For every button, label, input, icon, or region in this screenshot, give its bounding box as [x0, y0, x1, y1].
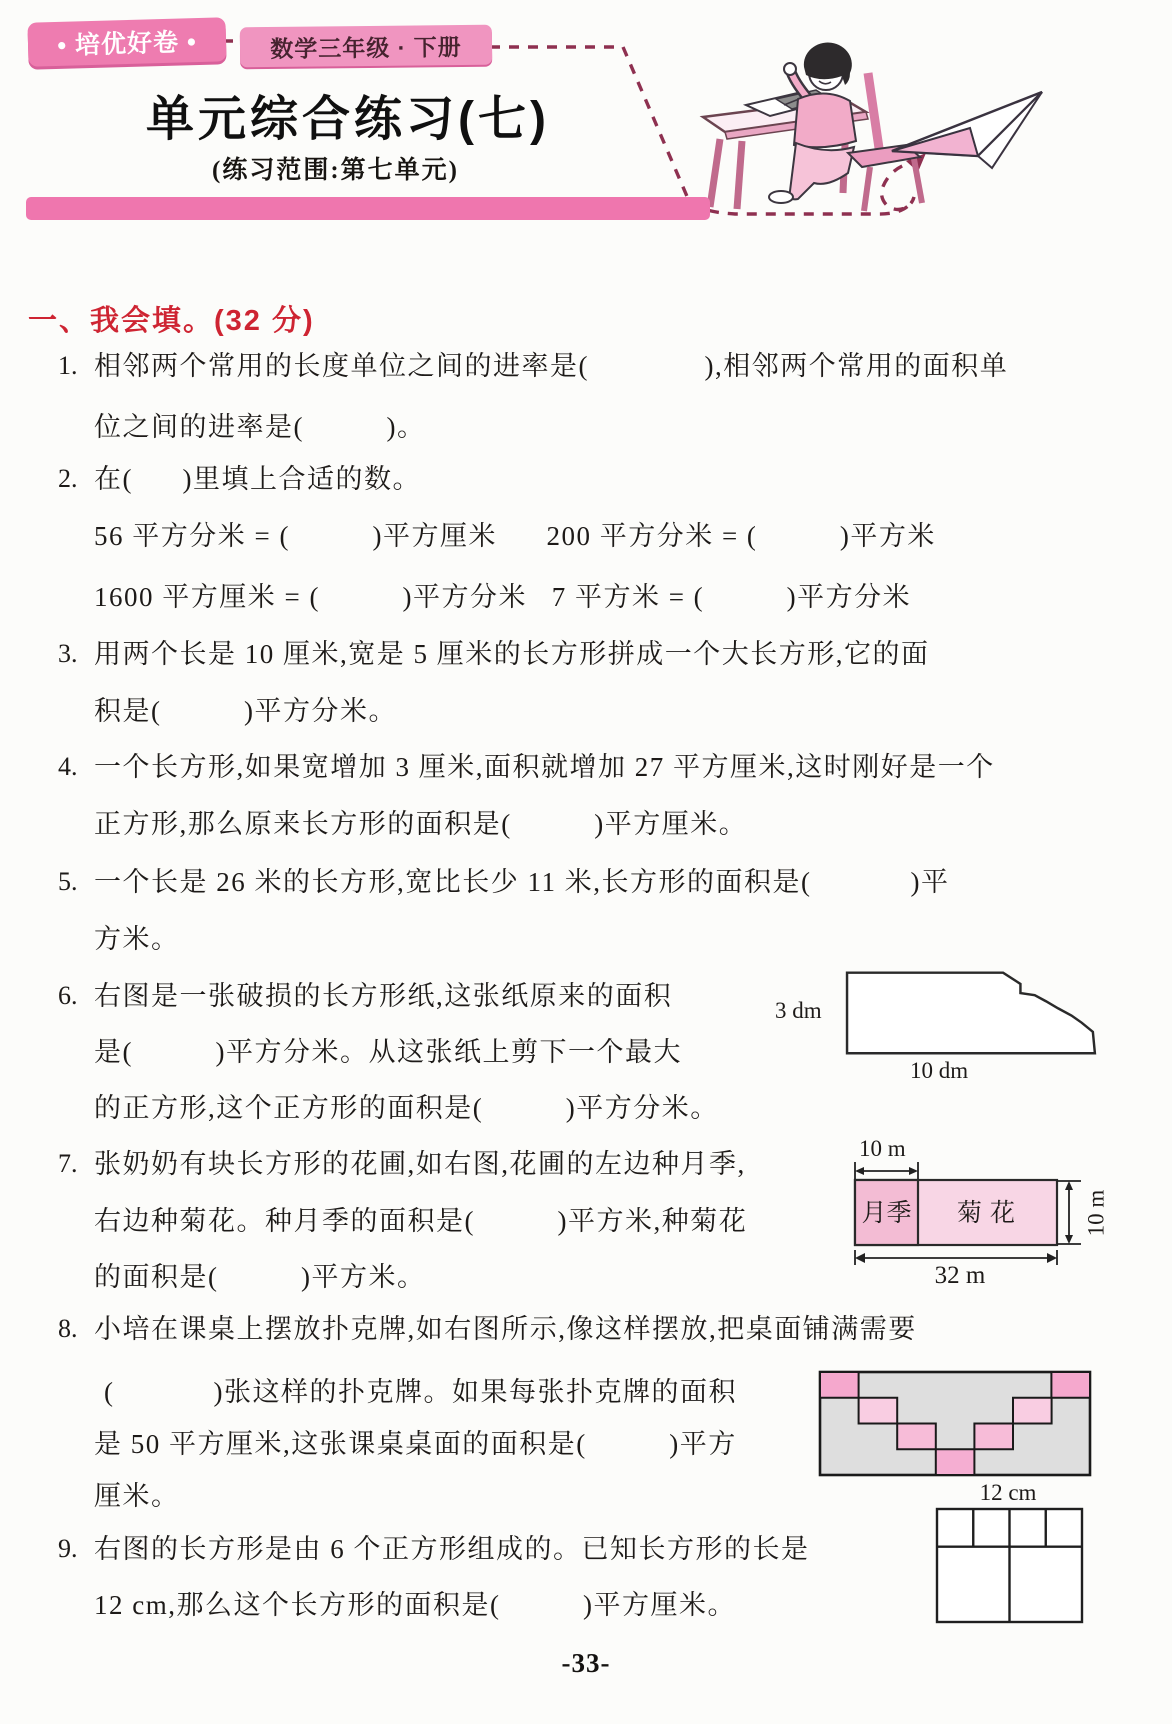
question-line: 位之间的进率是( )。 — [94, 412, 426, 442]
question-line: 右图是一张破损的长方形纸,这张纸原来的面积 — [94, 981, 673, 1011]
question-number: 2. — [58, 464, 78, 493]
question-line: 积是( )平方分米。 — [94, 696, 397, 726]
torn-paper-diagram — [775, 960, 1105, 1090]
torn-paper-shape — [845, 968, 1100, 1060]
question-line: 张奶奶有块长方形的花圃,如右图,花圃的左边种月季, — [94, 1149, 746, 1179]
garden-bottom-label: 32 m — [934, 1262, 986, 1289]
question-line: 的面积是( )平方米。 — [94, 1262, 426, 1292]
grade-badge: 数学三年级 · 下册 — [240, 25, 492, 68]
divider-bar — [26, 197, 710, 220]
question-number: 9. — [58, 1534, 78, 1563]
six-squares-top-label: 12 cm — [979, 1480, 1037, 1505]
question-line: 的正方形,这个正方形的面积是( )平方分米。 — [94, 1093, 719, 1123]
question-line: 用两个长是 10 厘米,宽是 5 厘米的长方形拼成一个大长方形,它的面 — [94, 639, 930, 669]
question-line: 相邻两个常用的长度单位之间的进率是( ),相邻两个常用的面积单 — [94, 351, 1009, 381]
question-line: 56 平方分米 = ( )平方厘米 200 平方分米 = ( )平方米 — [94, 521, 936, 551]
question-number: 1. — [58, 351, 78, 380]
question-line: 方米。 — [94, 924, 180, 954]
question-line: 是( )平方分米。从这张纸上剪下一个最大 — [94, 1037, 682, 1067]
garden-top-label: 10 m — [859, 1136, 906, 1161]
question-line: 1600 平方厘米 = ( )平方分米 7 平方米 = ( )平方分米 — [94, 582, 912, 612]
question-line: 一个长是 26 米的长方形,宽比长少 11 米,长方形的面积是( )平 — [94, 867, 950, 897]
cards-diagram — [818, 1370, 1092, 1477]
garden-right-cell-label: 菊花 — [956, 1200, 1023, 1227]
garden-diagram — [845, 1138, 1115, 1296]
garden-left-cell-label: 月季 — [861, 1200, 912, 1227]
question-line: 一个长方形,如果宽增加 3 厘米,面积就增加 27 平方厘米,这时刚好是一个 — [94, 752, 995, 782]
question-line: 是 50 平方厘米,这张课桌桌面的面积是( )平方 — [94, 1429, 737, 1459]
question-number: 6. — [58, 981, 78, 1010]
page-title: 单元综合练习(七) — [146, 93, 550, 146]
six-squares-diagram — [932, 1480, 1092, 1630]
question-line: 正方形,那么原来长方形的面积是( )平方厘米。 — [94, 809, 748, 839]
question-line: 12 cm,那么这个长方形的面积是( )平方厘米。 — [94, 1590, 736, 1620]
question-line: 右图的长方形是由 6 个正方形组成的。已知长方形的长是 — [94, 1534, 810, 1564]
question-line: 小培在课桌上摆放扑克牌,如右图所示,像这样摆放,把桌面铺满需要 — [94, 1314, 917, 1344]
question-number: 5. — [58, 867, 78, 896]
chair-illustration — [848, 73, 922, 211]
question-line: 右边种菊花。种月季的面积是( )平方米,种菊花 — [94, 1206, 748, 1236]
page-number: -33- — [561, 1648, 611, 1678]
section-heading: 一、我会填。(32 分) — [28, 305, 315, 337]
question-number: 4. — [58, 752, 78, 781]
torn-paper-height-label: 3 dm — [775, 998, 822, 1023]
garden-right-label: 10 m — [1083, 1189, 1109, 1237]
question-number: 8. — [58, 1314, 78, 1343]
six-squares-shape — [935, 1507, 1085, 1626]
question-number: 7. — [58, 1149, 78, 1178]
series-badge: • 培优好卷 • — [27, 17, 226, 67]
question-line: 厘米。 — [94, 1481, 180, 1511]
question-line: ( )张这样的扑克牌。如果每张扑克牌的面积 — [104, 1377, 737, 1407]
question-number: 3. — [58, 639, 78, 668]
page-subtitle: (练习范围:第七单元) — [212, 157, 459, 184]
torn-paper-width-label: 10 dm — [910, 1058, 969, 1083]
question-line: 在( )里填上合适的数。 — [94, 464, 421, 494]
